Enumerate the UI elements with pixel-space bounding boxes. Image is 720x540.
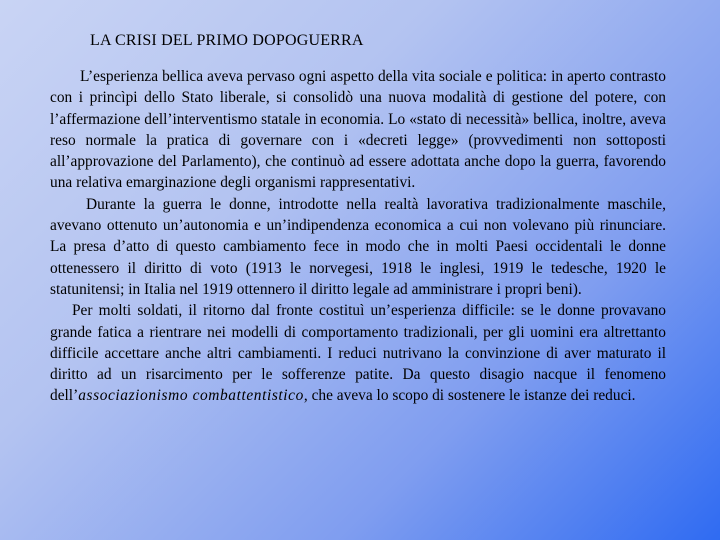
slide-body (50, 66, 666, 407)
paragraph-veterans-text: Per molti soldati, il ritorno dal fronte costituì un’esperienza difficile: se le donne provavano grande fatica a rientrare nei modelli di comportamento tradizionali, per gli uomini era altrettanto difficile accettare anche altri cambiamenti. I reduci nutrivano la convinzione di aver maturato il diritto ad un risarcimento per le sofferenze patite. Da questo disagio nacque il fenomeno dell’ (50, 302, 666, 405)
paragraph-state-power: L’esperienza bellica aveva pervaso ogni aspetto della vita sociale e politica: in aperto contrasto con i princìpi dello Stato liberale, si consolidò una nuova modalità di gestione del potere, con l’affermazione dell’interventismo statale in economia. Lo «stato di necessità» bellica, inoltre, aveva reso normale la pratica di governare con i «decreti legge» (provvedimenti non sottoposti all’approvazione del Parlamento), che continuò ad essere adottata anche dopo la guerra, favorendo una relativa emarginazione degli organismi rappresentativi. (50, 68, 666, 192)
paragraph-women: Durante la guerra le donne, introdotte nella realtà lavorativa tradizionalmente maschile, avevano ottenuto un’autonomia e un’indipendenza economica a cui non volevano più rinunciare. La presa d’atto di questo cambiamento fece in modo che in molti Paesi occidentali le donne ottenessero il diritto di voto (1913 le norvegesi, 1918 le inglesi, 1919 le tedesche, 1920 le statunitensi; in Italia nel 1919 ottennero il diritto legale ad amministrare i propri beni). (50, 195, 666, 298)
slide-title: LA CRISI DEL PRIMO DOPOGUERRA (90, 32, 364, 49)
highlighted-term: associazionismo combattentistico (78, 387, 304, 405)
paragraph-veterans-end: , che aveva lo scopo di sostenere le istanze dei reduci. (303, 387, 636, 405)
paragraph-veterans (50, 300, 666, 406)
